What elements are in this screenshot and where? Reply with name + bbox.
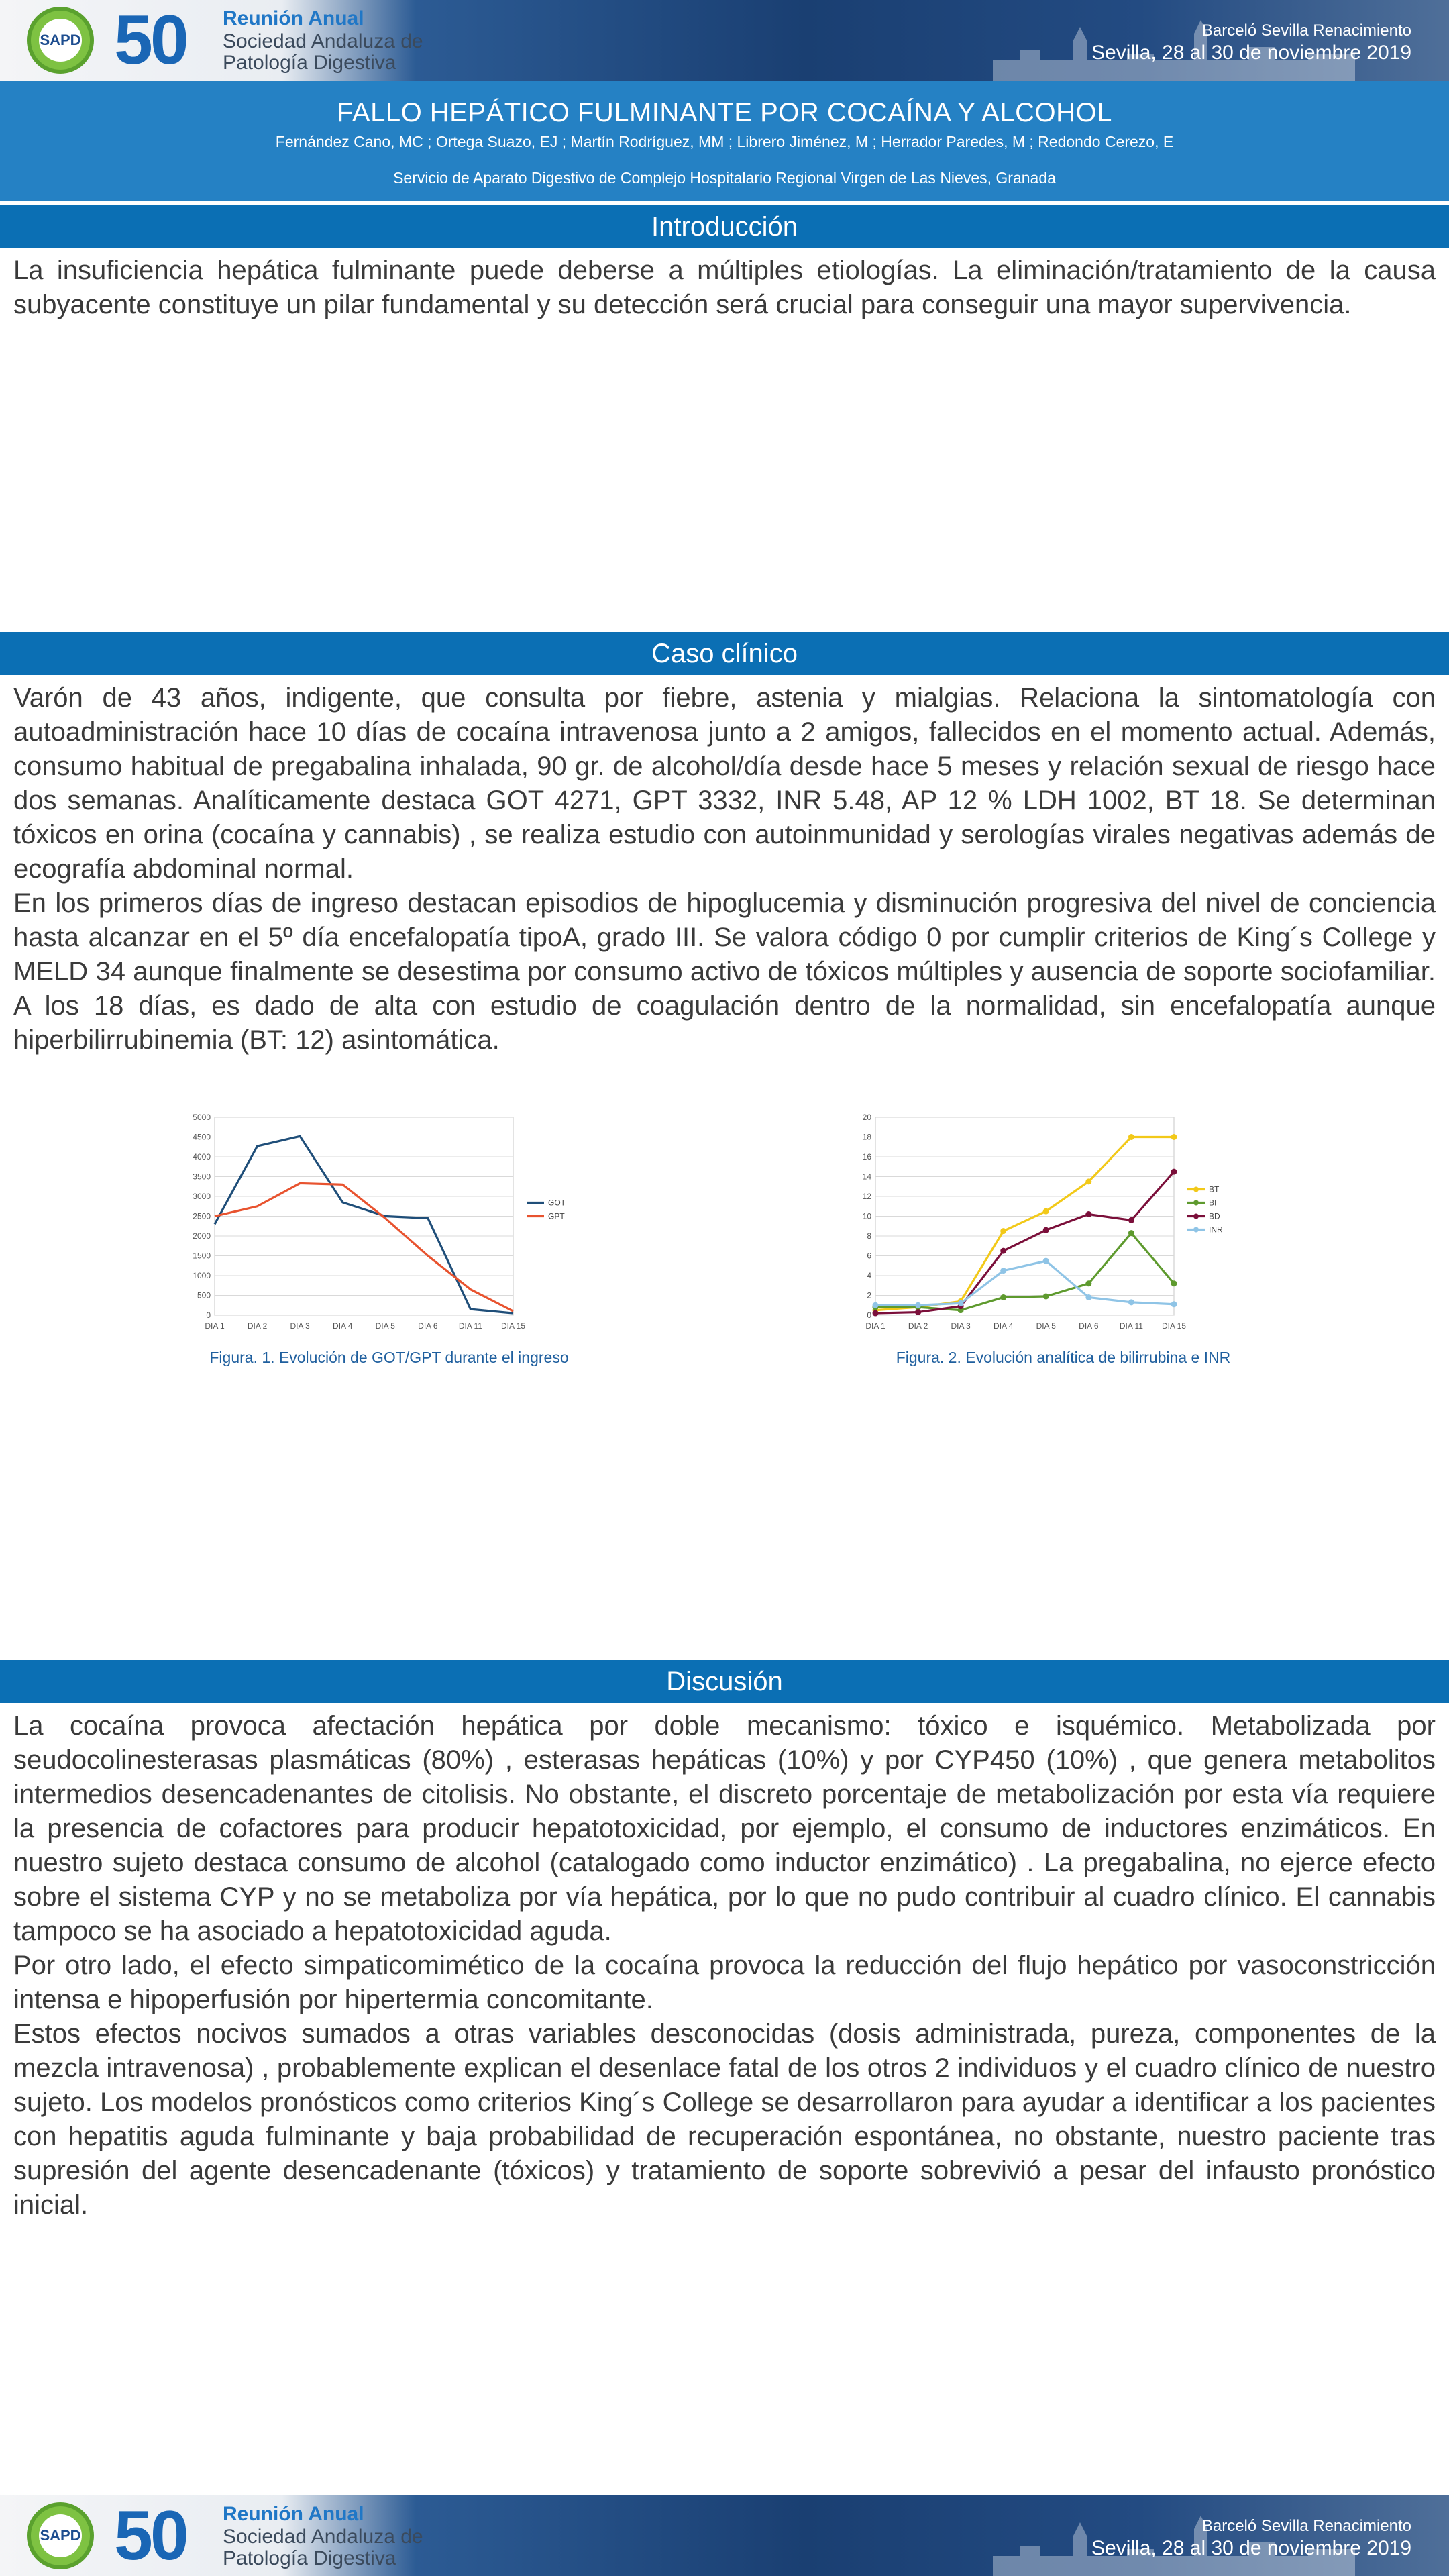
anniversary-logo-footer: 50 [114,2497,186,2575]
x-tick-label: DIA 15 [1161,1321,1187,1331]
y-tick-label: 20 [862,1113,871,1122]
chart-got-gpt [181,1107,597,1332]
sapd-logo-text-footer: SAPD [39,2514,82,2557]
data-point-inr [1128,1299,1134,1305]
authors: Fernández Cano, MC ; Ortega Suazo, EJ ; Martín Rodríguez, MM ; Librero Jiménez, M ; Herrador Paredes, M ; Redondo Cerezo, E [275,133,1174,150]
legend-marker [1193,1227,1199,1233]
anniversary-logo: 50 [114,1,186,79]
sapd-logo-footer [27,2502,94,2569]
y-tick-label: 10 [862,1211,871,1221]
y-tick-label: 6 [867,1251,871,1261]
data-point-inr [958,1300,964,1306]
series-line-bt [875,1137,1174,1310]
discussion-paragraph-2: Por otro lado, el efecto simpaticomimético de la cocaína provoca la reducción del flujo hepático por vasoconstricción intensa e hipoperfusión por hipertermia concomitante. [13,1951,1436,2014]
figure-1-caption: Figura. 1. Evolución de GOT/GPT durante el ingreso [209,1349,569,1366]
data-point-inr [1043,1258,1049,1264]
data-point-inr [1085,1294,1091,1300]
series-line-bi [875,1233,1174,1310]
event-line-2: Sociedad Andaluza de [223,30,423,52]
affiliation: Servicio de Aparato Digestivo de Complejo Hospitalario Regional Virgen de Las Nieves, Granada [393,169,1056,187]
x-tick-label: DIA 11 [1119,1321,1143,1331]
y-tick-label: 2000 [193,1231,211,1241]
legend-label: INR [1209,1225,1223,1235]
y-tick-label: 14 [862,1172,871,1182]
event-line-1: Reunión Anual [223,7,364,30]
data-point-inr [1000,1268,1006,1274]
series-line-bd [875,1172,1174,1313]
section-heading-intro: Introducción [0,205,1449,248]
venue-footer: Barceló Sevilla Renacimiento [1201,2517,1411,2535]
series-line-gpt [215,1183,513,1311]
y-tick-label: 4 [867,1271,871,1280]
event-line-3: Patología Digestiva [223,52,396,74]
event-dates: Sevilla, 28 al 30 de noviembre 2019 [1091,42,1411,64]
legend-label: GOT [548,1198,566,1208]
poster-title: FALLO HEPÁTICO FULMINANTE POR COCAÍNA Y ALCOHOL [337,98,1112,127]
data-point-inr [915,1302,921,1308]
y-tick-label: 18 [862,1132,871,1142]
x-tick-label: DIA 2 [247,1321,268,1331]
x-tick-label: DIA 1 [865,1321,885,1331]
header-banner [0,0,1449,81]
sapd-logo-text: SAPD [39,19,82,62]
data-point-bt [1171,1134,1177,1140]
case-text [13,681,1436,1058]
chart-bilirubin-inr [842,1107,1285,1332]
case-paragraph-2: En los primeros días de ingreso destacan episodios de hipoglucemia y disminución progresiva del nivel de conciencia hasta alcanzar en el 5º día encefalopatía tipoA, grado III. Se valora código 0 por cumplir criterios de King´s College y MELD 34 aunque finalmente se desestima por consumo activo de tóxicos múltiples y ausencia de soporte sociofamiliar. A los 18 días, es dado de alta con estudio de coagulación dentro de la normalidad, sin encefalopatía aunque hiperbilirrubinemia (BT: 12) asintomática. [13,888,1436,1055]
data-point-bd [873,1310,879,1317]
data-point-bd [915,1309,921,1315]
data-point-bi [1171,1280,1177,1286]
x-tick-label: DIA 11 [458,1321,482,1331]
legend-label: BD [1209,1211,1220,1221]
event-line-3-footer: Patología Digestiva [223,2547,396,2569]
legend-marker [1193,1214,1199,1219]
data-point-bd [1043,1227,1049,1233]
y-tick-label: 5000 [193,1113,211,1122]
data-point-bt [1128,1134,1134,1140]
x-tick-label: DIA 3 [290,1321,310,1331]
event-line-1-footer: Reunión Anual [223,2503,364,2525]
y-tick-label: 4000 [193,1152,211,1162]
discussion-paragraph-1: La cocaína provoca afectación hepática por doble mecanismo: tóxico e isquémico. Metabolizada por seudocolinesterasas plasmáticas (80%) , esterasas hepáticas (10%) y por CYP450 (10%) , que genera metabolitos intermedios desencadenantes de citolisis. No obstante, el discreto porcentaje de metabolización por esta vía requiere la presencia de cofactores para producir hepatotoxicidad, por ejemplo, el consumo de inductores enzimáticos. En nuestro sujeto destaca consumo de alcohol (catalogado como inductor enzimático) . La pregabalina, no ejerce efecto sobre el sistema CYP y no se metaboliza por vía hepática, por lo que no pudo contribuir al cuadro clínico. El cannabis tampoco se ha asociado a hepatotoxicidad aguda. [13,1711,1436,1946]
y-tick-label: 12 [862,1192,871,1201]
intro-text [13,254,1436,322]
x-tick-label: DIA 2 [908,1321,928,1331]
discussion-text [13,1709,1436,2222]
x-tick-label: DIA 6 [418,1321,438,1331]
section-heading-case: Caso clínico [0,632,1449,675]
y-tick-label: 8 [867,1231,871,1241]
case-paragraph-1: Varón de 43 años, indigente, que consulta por fiebre, astenia y mialgias. Relaciona la sintomatología con autoadministración hace 10 días de cocaína intravenosa junto a 2 amigos, fallecidos en el momento actual. Además, consumo habitual de pregabalina inhalada, 90 gr. de alcohol/día desde hace 5 meses y relación sexual de riesgo hace dos semanas. Analíticamente destaca GOT 4271, GPT 3332, INR 5.48, AP 12 % LDH 1002, BT 18. Se determinan tóxicos en orina (cocaína y cannabis) , se realiza estudio con autoinmunidad y serologías virales negativas además de ecografía abdominal normal. [13,683,1436,884]
x-tick-label: DIA 4 [333,1321,353,1331]
x-tick-label: DIA 4 [994,1321,1014,1331]
data-point-inr [1171,1301,1177,1307]
data-point-bd [1000,1248,1006,1254]
data-point-bi [1085,1280,1091,1286]
y-tick-label: 3000 [193,1192,211,1201]
legend-label: BT [1209,1184,1220,1194]
data-point-bi [1000,1294,1006,1300]
y-tick-label: 0 [867,1310,871,1320]
y-tick-label: 2500 [193,1211,211,1221]
data-point-bi [1043,1293,1049,1299]
y-tick-label: 2 [867,1290,871,1300]
x-tick-label: DIA 3 [951,1321,971,1331]
legend-marker [1193,1187,1199,1192]
x-tick-label: DIA 5 [1036,1321,1056,1331]
discussion-paragraph-3: Estos efectos nocivos sumados a otras variables desconocidas (dosis administrada, pureza, componentes de la mezcla intravenosa) , probablemente explican el desenlace fatal de los otros 2 individuos y el cuadro clínico de nuestro sujeto. Los modelos pronósticos como criterios King´s College se desarrollaron para ayudar a identificar a los pacientes con hepatitis aguda fulminante y baja probabilidad de recuperación espontánea, no obstante, nuestro paciente tras supresión del agente desencadenante (tóxicos) y tratamiento de soporte sobrevivió a pesar del infausto pronóstico inicial. [13,2019,1436,2220]
y-tick-label: 0 [206,1310,211,1320]
y-tick-label: 1000 [193,1271,211,1280]
legend-label: BI [1209,1198,1217,1208]
title-block [0,81,1449,201]
event-line-2-footer: Sociedad Andaluza de [223,2526,423,2548]
data-point-bt [1043,1208,1049,1215]
x-tick-label: DIA 5 [375,1321,395,1331]
x-tick-label: DIA 6 [1079,1321,1099,1331]
y-tick-label: 1500 [193,1251,211,1261]
data-point-bd [1128,1217,1134,1223]
y-tick-label: 500 [197,1290,211,1300]
x-tick-label: DIA 15 [500,1321,526,1331]
data-point-bi [1128,1230,1134,1236]
venue: Barceló Sevilla Renacimiento [1201,21,1411,40]
sapd-logo [27,7,94,74]
legend-marker [1193,1200,1199,1206]
section-heading-discussion: Discusión [0,1660,1449,1703]
figure-2-caption: Figura. 2. Evolución analítica de bilirrubina e INR [896,1349,1231,1366]
intro-paragraph: La insuficiencia hepática fulminante puede deberse a múltiples etiologías. La eliminación/tratamiento de la causa subyacente constituye un pilar fundamental y su detección será crucial para conseguir una mayor supervivencia. [13,256,1436,319]
data-point-bt [1085,1178,1091,1184]
y-tick-label: 16 [862,1152,871,1162]
data-point-inr [873,1302,879,1308]
y-tick-label: 4500 [193,1132,211,1142]
footer-banner [0,2495,1449,2576]
data-point-bd [1171,1169,1177,1175]
series-line-inr [875,1261,1174,1305]
data-point-bd [1085,1211,1091,1217]
event-dates-footer: Sevilla, 28 al 30 de noviembre 2019 [1091,2537,1411,2559]
data-point-bt [1000,1228,1006,1234]
x-tick-label: DIA 1 [205,1321,225,1331]
y-tick-label: 3500 [193,1172,211,1182]
legend-label: GPT [548,1211,565,1221]
